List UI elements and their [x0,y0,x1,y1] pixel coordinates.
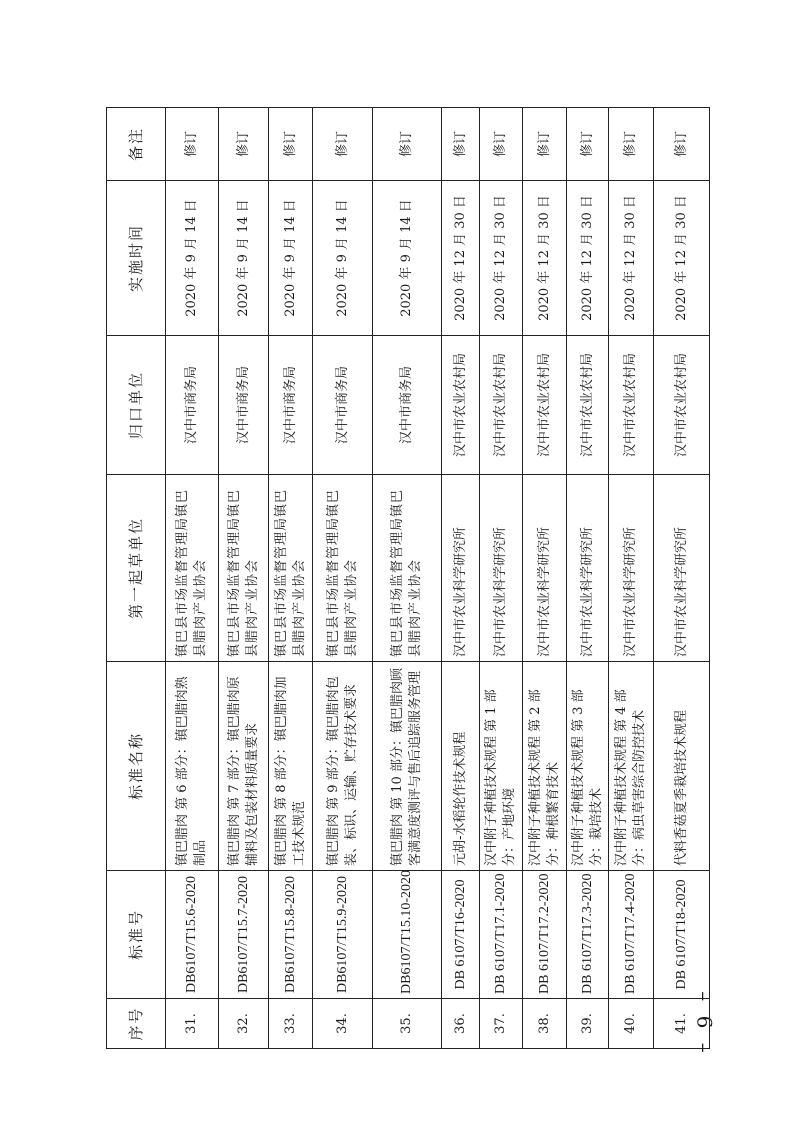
row-code: DB6107/T15.9-2020 [313,871,373,999]
row-date: 2020 年 9 月 14 日 [219,181,269,336]
row-date: 2020 年 9 月 14 日 [313,181,373,336]
row-code: DB 6107/T17.3-2020 [567,871,609,999]
row-seq: 35. [373,999,442,1049]
row-seq: 33. [269,999,313,1049]
row-code: DB 6107/T17.1-2020 [480,871,523,999]
row-dept: 汉中市农业农村局 [442,336,480,475]
row-seq: 31. [166,999,219,1049]
row-drafter: 汉中市农业科学研究所 [567,475,609,662]
row-seq: 32. [219,999,269,1049]
row-name: 镇巴腊肉 第 7 部分：镇巴腊肉原辅料及包装材料质量要求 [219,662,269,871]
row-name: 镇巴腊肉 第 10 部分：镇巴腊肉顾客满意度测评与售后追踪服务管理 [373,662,442,871]
row-code: DB 6107/T17.2-2020 [523,871,567,999]
table-row [654,108,710,1049]
row-name: 镇巴腊肉 第 8 部分：镇巴腊肉加工技术规范 [269,662,313,871]
row-name: 元胡-水稻轮作技术规程 [442,662,480,871]
row-drafter: 镇巴县市场监督管理局镇巴县腊肉产业协会 [219,475,269,662]
row-dept: 汉中市商务局 [373,336,442,475]
row-code: DB 6107/T17.4-2020 [609,871,654,999]
row-drafter: 镇巴县市场监督管理局镇巴县腊肉产业协会 [313,475,373,662]
row-date: 2020 年 9 月 14 日 [373,181,442,336]
row-code: DB6107/T15.10-2020 [373,871,442,999]
row-dept: 汉中市商务局 [166,336,219,475]
header-dept: 归口单位 [107,336,166,475]
header-date: 实施时间 [107,181,166,336]
row-date: 2020 年 9 月 14 日 [269,181,313,336]
row-dept: 汉中市农业农村局 [523,336,567,475]
row-drafter: 汉中市农业科学研究所 [480,475,523,662]
row-note: 修订 [269,108,313,181]
row-dept: 汉中市农业农村局 [609,336,654,475]
row-seq: 41. [654,999,710,1049]
row-note: 修订 [609,108,654,181]
row-code: DB6107/T15.6-2020 [166,871,219,999]
row-seq: 39. [567,999,609,1049]
row-name: 汉中附子种植技术规程 第 1 部分：产地环境 [480,662,523,871]
row-dept: 汉中市农业农村局 [567,336,609,475]
row-note: 修订 [567,108,609,181]
row-drafter: 镇巴县市场监督管理局镇巴县腊肉产业协会 [269,475,313,662]
row-code: DB 6107/T18-2020 [654,871,710,999]
row-dept: 汉中市商务局 [313,336,373,475]
row-dept: 汉中市商务局 [269,336,313,475]
header-drafter: 第一起草单位 [107,475,166,662]
table-row [480,108,523,1049]
row-note: 修订 [480,108,523,181]
row-date: 2020 年 12 月 30 日 [654,181,710,336]
row-name: 汉中附子种植技术规程 第 2 部分：种根繁育技术 [523,662,567,871]
table-row [523,108,567,1049]
row-seq: 34. [313,999,373,1049]
row-seq: 40. [609,999,654,1049]
table-row [166,108,219,1049]
row-seq: 37. [480,999,523,1049]
row-note: 修订 [373,108,442,181]
row-note: 修订 [654,108,710,181]
row-code: DB6107/T15.7-2020 [219,871,269,999]
row-name: 汉中附子种植技术规程 第 4 部分：病虫草害综合防控技术 [609,662,654,871]
row-drafter: 汉中市农业科学研究所 [523,475,567,662]
row-code: DB6107/T15.8-2020 [269,871,313,999]
rotated-table-container [106,108,689,1049]
row-dept: 汉中市商务局 [219,336,269,475]
row-drafter: 镇巴县市场监督管理局镇巴县腊肉产业协会 [166,475,219,662]
standards-table [106,107,710,1049]
row-date: 2020 年 12 月 30 日 [609,181,654,336]
table-row [373,108,442,1049]
row-dept: 汉中市农业农村局 [654,336,710,475]
page-number: – 6 – [692,991,717,1057]
table-row [219,108,269,1049]
row-date: 2020 年 12 月 30 日 [442,181,480,336]
row-note: 修订 [523,108,567,181]
table-row [442,108,480,1049]
header-name: 标准名称 [107,662,166,871]
row-drafter: 镇巴县市场监督管理局镇巴县腊肉产业协会 [373,475,442,662]
row-note: 修订 [313,108,373,181]
row-name: 镇巴腊肉 第 9 部分：镇巴腊肉包装、标识、运输、贮存技术要求 [313,662,373,871]
table-row [269,108,313,1049]
header-code: 标准号 [107,871,166,999]
row-date: 2020 年 12 月 30 日 [523,181,567,336]
row-name: 代料香菇夏季栽培技术规程 [654,662,710,871]
row-name: 镇巴腊肉 第 6 部分：镇巴腊肉熟制品 [166,662,219,871]
table-row [609,108,654,1049]
table-row [567,108,609,1049]
row-seq: 38. [523,999,567,1049]
row-note: 修订 [166,108,219,181]
row-drafter: 汉中市农业科学研究所 [654,475,710,662]
row-drafter: 汉中市农业科学研究所 [609,475,654,662]
row-name: 汉中附子种植技术规程 第 3 部分：栽培技术 [567,662,609,871]
row-drafter: 汉中市农业科学研究所 [442,475,480,662]
row-date: 2020 年 9 月 14 日 [166,181,219,336]
table-header-row [107,108,166,1049]
header-seq: 序号 [107,999,166,1049]
row-dept: 汉中市农业农村局 [480,336,523,475]
row-code: DB 6107/T16-2020 [442,871,480,999]
row-note: 修订 [219,108,269,181]
row-date: 2020 年 12 月 30 日 [480,181,523,336]
table-frame [106,108,689,1049]
row-note: 修订 [442,108,480,181]
row-seq: 36. [442,999,480,1049]
row-date: 2020 年 12 月 30 日 [567,181,609,336]
table-row [313,108,373,1049]
header-note: 备注 [107,108,166,181]
